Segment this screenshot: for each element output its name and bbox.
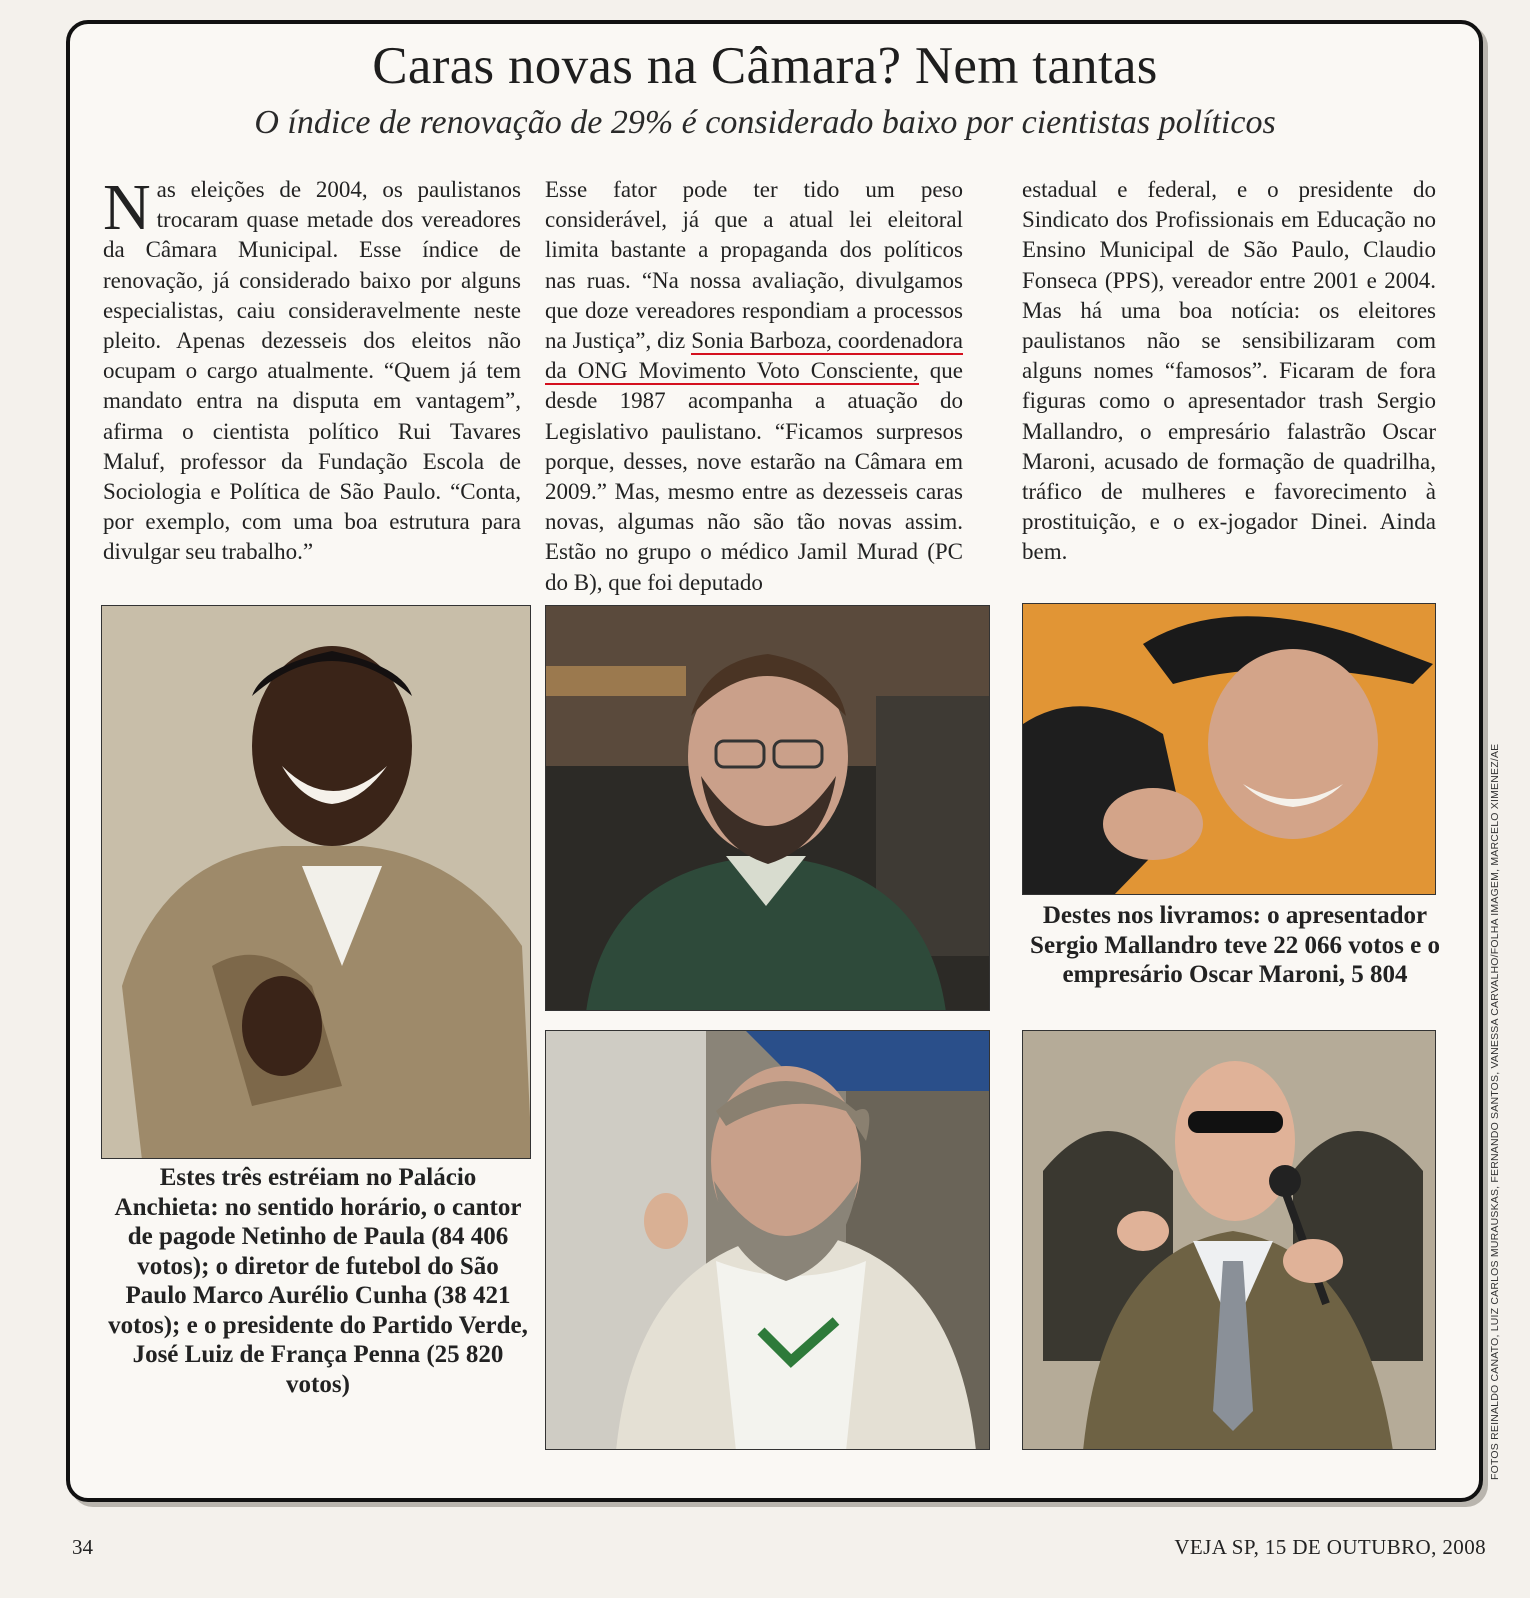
- photo-jose-luiz-penna: [545, 1030, 990, 1450]
- footer-issue: VEJA SP, 15 DE OUTUBRO, 2008: [1174, 1535, 1486, 1559]
- photo-netinho-de-paula: [101, 605, 531, 1159]
- page-number: 34: [72, 1535, 93, 1559]
- highlighted-source: Sonia Barboza, coordenadora da ONG Movimento Voto Consciente,: [545, 328, 963, 384]
- column-3-text: estadual e federal, e o presidente do Sindicato dos Profissionais em Educação no Ensino Municipal de São Paulo, Claudio Fonseca (PPS), vereador entre 2001 e 2004. Mas há uma boa notícia: os eleitores paulistanos não se sensibilizaram com alguns nomes “famosos”. Ficaram de fora figuras como o apresentador trash Sergio Mallandro, o empresário falastrão Oscar Maroni, acusado de formação de quadrilha, tráfico de mulheres e favorecimento à prostituição, e o ex-jogador Dinei. Ainda bem.: [1022, 177, 1436, 565]
- caption-left: Estes três estréiam no Palácio Anchieta: no sentido horário, o cantor de pagode Netinho de Paula (84 406 votos); o diretor de futebol do São Paulo Marco Aurélio Cunha (38 421 votos); e o presidente do Partido Verde, José Luiz de França Penna (25 820 votos): [108, 1164, 528, 1398]
- column-1-text: as eleições de 2004, os paulistanos trocaram quase metade dos vereadores da Câmara Municipal. Esse índice de renovação, já considerado baixo por alguns especialistas, caiu consideravelmente neste pleito. Apenas dezesseis dos eleitos não ocupam o cargo atualmente. “Quem já tem mandato entra na disputa em vantagem”, afirma o cientista político Rui Tavares Maluf, professor da Fundação Escola de Sociologia e Política de São Paulo. “Conta, por exemplo, com uma boa estrutura para divulgar seu trabalho.”: [103, 177, 521, 565]
- column-2-text-start: Esse fator pode ter tido um peso considerável, já que a atual lei eleitoral limita bastante a propaganda dos políticos nas ruas. “Na nossa avaliação, divulgamos que doze vereadores respondiam a processos na Justiça”, diz: [545, 177, 963, 354]
- photo-oscar-maroni: [1022, 1030, 1436, 1450]
- text-column-1: [103, 171, 521, 568]
- headline: Caras novas na Câmara? Nem tantas: [372, 37, 1158, 95]
- subheadline: O índice de renovação de 29% é considerado baixo por cientistas políticos: [254, 104, 1276, 141]
- drop-cap: N: [103, 171, 151, 244]
- photo-sergio-mallandro: [1022, 603, 1436, 895]
- photo-credit: FOTOS REINALDO CANATO, LUIZ CARLOS MURAUSKAS, FERNANDO SANTOS, VANESSA CARVALHO/FOLHA IMAGEM, MARCELO XIMENEZ/AE: [1489, 743, 1501, 1480]
- photo-marco-aurelio-cunha: [545, 605, 990, 1011]
- text-column-3: [1022, 175, 1436, 568]
- caption-right: Destes nos livramos: o apresentador Sergio Mallandro teve 22 066 votos e o empresário Oscar Maroni, 5 804: [1030, 902, 1440, 988]
- column-2-text-end: que desde 1987 acompanha a atuação do Legislativo paulistano. “Ficamos surpresos porque, desses, nove estarão na Câmara em 2009.” Mas, mesmo entre as dezesseis caras novas, algumas não são tão novas assim. Estão no grupo o médico Jamil Murad (PC do B), que foi deputado: [545, 358, 963, 595]
- text-column-2: [545, 175, 963, 598]
